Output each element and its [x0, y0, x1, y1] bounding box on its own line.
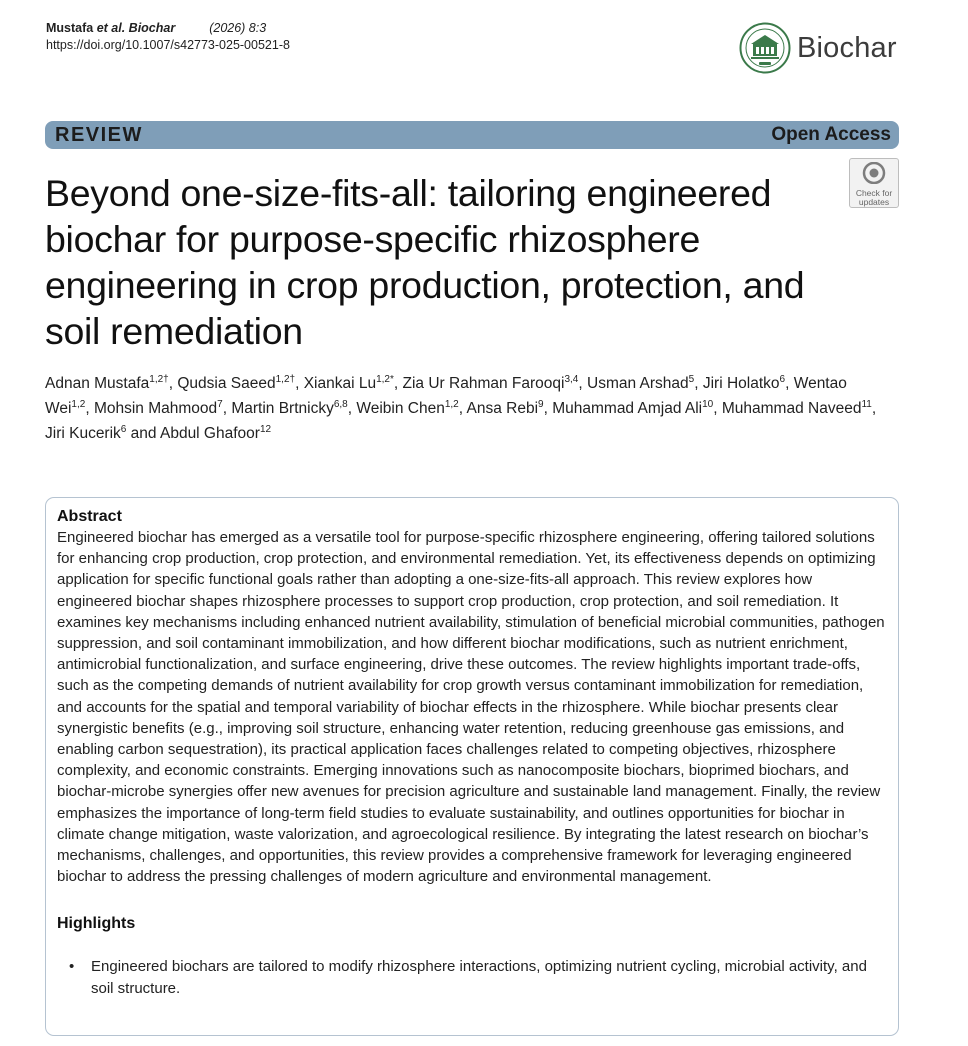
author-name[interactable]: Martin Brtnicky [231, 400, 334, 417]
citation-line [46, 20, 290, 37]
author-affiliation: 1,2† [149, 373, 169, 385]
author-name[interactable]: Weibin Chen [356, 400, 445, 417]
highlight-item [57, 956, 887, 998]
abstract-box [45, 497, 899, 1036]
journal-name: Biochar [797, 31, 897, 64]
citation-issue: (2026) 8:3 [209, 21, 267, 35]
author-name[interactable]: Wentao Wei [45, 375, 847, 417]
author-affiliation: 1,2* [376, 373, 394, 385]
author-list: Adnan Mustafa$^{1,2\dagger}$, Qudsia Saeed$^{1,2\dagger}$, Xiankai $Lu^{1,2*}$, Zia Ur Rahman Farooqi$^{3,4}$, Usman Arshad$^5$, Jiri Holatko$^6$, Wentao Wei$^{1,2}$, Mohsin Mahmood$^7$, Martin Brtnicky$^{6,8}$, Weibin Chen$^{1,2}$, Ansa Rebi$^9$, Muhammad Amjad Ali$^{10}$, Muhammad Naveed$^{11}$, Jiri Kucerik$^6$ and Abdul Ghafoor$^{12}$ [45, 373, 877, 442]
author-name[interactable]: Xiankai Lu [303, 375, 377, 392]
check-updates-line1: Check for [855, 188, 893, 198]
author-name[interactable]: Usman Arshad [587, 375, 689, 392]
author-affiliation: 6,8 [333, 398, 348, 410]
check-updates-line2: updates [858, 197, 890, 207]
highlights-list [57, 956, 887, 998]
author-name[interactable]: Muhammad Naveed [721, 400, 862, 417]
author-name[interactable]: Mohsin Mahmood [93, 400, 218, 417]
author-affiliation: 12 [259, 423, 272, 435]
author-name[interactable]: Qudsia Saeed [177, 375, 276, 392]
bullet-icon: • [69, 958, 75, 976]
journal-logo[interactable] [739, 22, 897, 74]
author-affiliation: 7 [217, 398, 223, 410]
doi-link[interactable]: https://doi.org/10.1007/s42773-025-00521-8 [46, 38, 290, 52]
author-name[interactable]: Jiri Kucerik [45, 425, 121, 442]
highlight-text: Engineered biochars are tailored to modify rhizosphere interactions, optimizing nutrient cycling, microbial activity, and soil structure. [91, 958, 867, 997]
open-access-label: Open Access [771, 124, 891, 145]
author-affiliation: 1,2 [444, 398, 459, 410]
journal-emblem-icon [739, 22, 791, 74]
author-affiliation: 11 [861, 398, 872, 410]
author-name[interactable]: Zia Ur Rahman Farooqi [402, 375, 565, 392]
author-name[interactable]: Ansa Rebi [466, 400, 539, 417]
author-name[interactable]: Jiri Holatko [702, 375, 780, 392]
author-affiliation: 6 [779, 373, 786, 385]
author-affiliation: 3,4 [564, 373, 579, 385]
citation-journal: et al. Biochar [96, 21, 176, 35]
article-type: REVIEW [55, 123, 143, 146]
author-name[interactable]: Adnan Mustafa [45, 375, 150, 392]
author-affiliation: 1,2† [275, 373, 296, 385]
article-title: Beyond one-size-fits-all: tailoring engineered biochar for purpose-specific rhizosphere engineering in crop production, protection, and soil remediation [45, 172, 805, 352]
check-updates-icon [861, 162, 887, 184]
author-affiliation: 10 [702, 398, 714, 410]
author-affiliation: 9 [538, 398, 544, 410]
abstract-text: Engineered biochar has emerged as a versatile tool for purpose-specific rhizosphere engineering, offering tailored solutions for enhancing crop production, crop protection, and environmental remediation. Yet, its effectiveness depends on optimizing application for specific functional goals rather than adopting a one-size-fits-all approach. This review explores how engineered biochar shapes rhizosphere processes to support crop production, crop protection, and soil remediation. It examines key mechanisms including enhanced nutrient availability, stimulation of beneficial microbial communities, pathogen suppression, and soil contaminant immobilization, and how different biochar modifications, such as nutrient enrichment, antimicrobial functionalization, and surface engineering, drive these outcomes. The review highlights important trade-offs, such as the competing demands of nutrient availability for crop growth versus contaminant immobilization for remediation, and accounts for the spatial and temporal variability of biochar effects in the rhizosphere. While biochar presents clear synergistic benefits (e.g., improving soil structure, enhancing water retention, reducing greenhouse gas emissions, and enabling carbon sequestration), its practical application faces challenges related to competing objectives, rhizosphere complexity, and economic constraints. Emerging innovations such as nanocomposite biochars, bioprimed biochars, and biochar-microbe synergies offer new avenues for precision agriculture and sustainable land management. Finally, the review emphasizes the importance of long-term field studies to evaluate sustainability, and outlines opportunities for biochar in climate change mitigation, waste valorization, and agroecological resilience. By integrating the latest research on biochar’s mechanisms, challenges, and opportunities, this review provides a comprehensive framework for leveraging engineered biochar to address the pressing challenges of modern agriculture and environmental management. [57, 529, 885, 886]
author-name[interactable]: Abdul Ghafoor [159, 425, 260, 442]
abstract-heading: Abstract [57, 508, 122, 525]
article-type-banner [45, 121, 899, 149]
author-affiliation: 1,2 [71, 398, 86, 410]
citation-header [46, 20, 290, 54]
author-affiliation: 6 [120, 423, 127, 435]
highlights-heading: Highlights [57, 915, 136, 933]
check-for-updates-badge[interactable] [849, 158, 899, 208]
citation-authors: Mustafa [46, 21, 97, 35]
author-name[interactable]: Muhammad Amjad Ali [552, 400, 703, 417]
author-affiliation: 5 [688, 373, 695, 385]
